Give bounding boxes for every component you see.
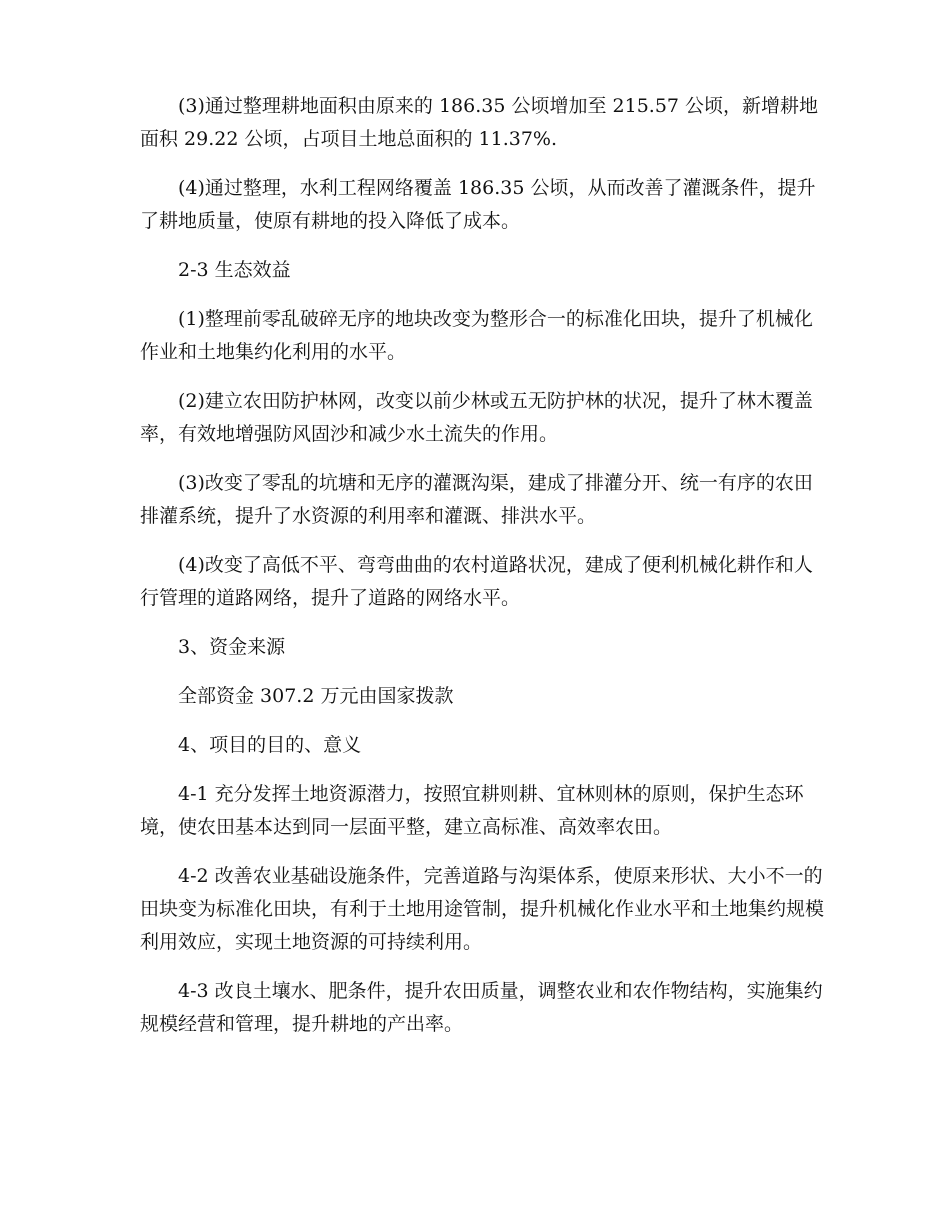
paragraph-shelterbelt-network: (2)建立农田防护林网，改变以前少林或五无防护林的状况，提升了林木覆盖率，有效地增强防风固沙和减少水土流失的作用。: [140, 390, 813, 445]
paragraph-standardized-fields: (1)整理前零乱破碎无序的地块改变为整形合一的标准化田块，提升了机械化作业和土地集约化利用的水平。: [140, 308, 813, 363]
paragraph-farmland-increase: (3)通过整理耕地面积由原来的 186.35 公顷增加至 215.57 公顷，新增耕地面积 29.22 公顷，占项目土地总面积的 11.37%.: [140, 95, 819, 150]
paragraph-irrigation-network: (4)通过整理，水利工程网络覆盖 186.35 公顷，从而改善了灌溉条件，提升了耕地质量，使原有耕地的投入降低了成本。: [140, 177, 816, 232]
paragraph-purpose-4-1: 4-1 充分发挥土地资源潜力，按照宜耕则耕、宜林则林的原则，保护生态环境，使农田基本达到同一层面平整，建立高标准、高效率农田。: [140, 783, 804, 838]
paragraph-funding-amount: 全部资金 307.2 万元由国家拨款: [178, 685, 454, 707]
paragraph-drainage-system: (3)改变了零乱的坑塘和无序的灌溉沟渠，建成了排灌分开、统一有序的农田排灌系统，提升了水资源的利用率和灌溉、排洪水平。: [140, 472, 813, 527]
section-heading-funding-source: 3、资金来源: [178, 636, 286, 658]
paragraph-purpose-4-2: 4-2 改善农业基础设施条件，完善道路与沟渠体系，使原来形状、大小不一的田块变为标准化田块，有利于土地用途管制，提升机械化作业水平和土地集约规模利用效应，实现土地资源的可持续利用。: [140, 865, 825, 953]
document-body: [140, 90, 830, 1057]
paragraph-road-network: (4)改变了高低不平、弯弯曲曲的农村道路状况，建成了便利机械化耕作和人行管理的道路网络，提升了道路的网络水平。: [140, 554, 813, 609]
section-heading-project-purpose: 4、项目的目的、意义: [178, 734, 362, 756]
paragraph-purpose-4-3: 4-3 改良土壤水、肥条件，提升农田质量，调整农业和农作物结构，实施集约规模经营和管理，提升耕地的产出率。: [140, 980, 823, 1035]
section-heading-ecological-benefits: 2-3 生态效益: [178, 259, 291, 281]
